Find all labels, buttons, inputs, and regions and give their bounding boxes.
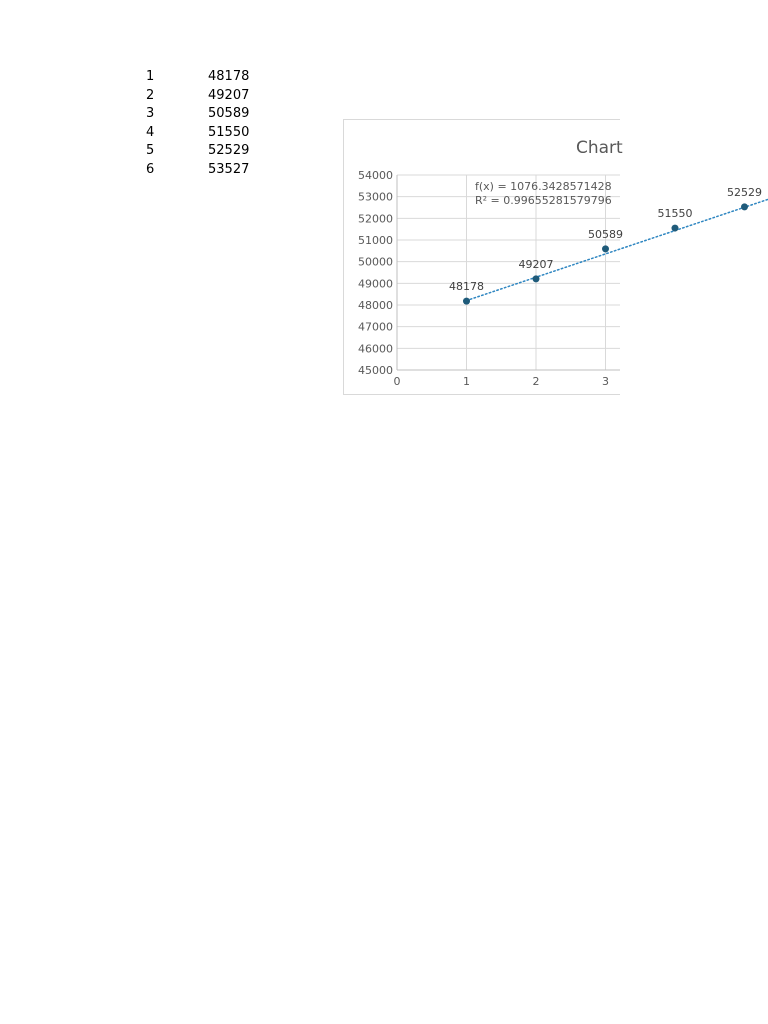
y-tick-label: 49000 <box>358 277 393 291</box>
data-label: 48178 <box>449 280 484 294</box>
chart-svg <box>344 120 762 394</box>
table-row <box>140 142 268 161</box>
y-tick-label: 46000 <box>358 342 393 356</box>
y-tick-label: 47000 <box>358 320 393 334</box>
data-table-body <box>140 68 268 180</box>
data-label: 52529 <box>727 185 762 199</box>
table-row <box>140 124 268 143</box>
table-cell-y: 48178 <box>208 69 250 84</box>
data-label: 51550 <box>657 207 693 221</box>
data-point <box>741 203 748 210</box>
data-point <box>672 225 679 232</box>
y-tick-label: 52000 <box>358 212 393 226</box>
table-cell-x: 1 <box>146 69 155 84</box>
table-cell-x: 4 <box>146 124 155 140</box>
y-tick-label: 53000 <box>358 190 393 204</box>
table-cell-y: 50589 <box>208 106 250 122</box>
y-tick-label: 54000 <box>358 169 393 182</box>
table-row <box>140 68 268 87</box>
table-row <box>140 161 268 180</box>
trendline-equation: f(x) = 1076.3428571428 <box>475 180 612 193</box>
data-point <box>533 275 540 282</box>
data-label: 50589 <box>588 227 623 241</box>
x-tick-label: 3 <box>602 375 609 388</box>
y-tick-label: 50000 <box>358 255 393 269</box>
table-cell-y: 52529 <box>208 143 250 159</box>
table-cell-x: 3 <box>146 106 155 122</box>
y-tick-label: 51000 <box>358 234 393 247</box>
table-cell-y: 51550 <box>208 124 250 140</box>
y-tick-label: 48000 <box>358 299 393 312</box>
x-tick-label: 2 <box>532 375 540 388</box>
data-table <box>140 68 268 180</box>
data-point <box>602 245 609 252</box>
trendline-r-squared: R² = 0.99655281579796 <box>475 194 612 207</box>
y-tick-label: 45000 <box>358 364 393 377</box>
data-label: 49207 <box>518 257 554 271</box>
table-cell-x: 5 <box>146 143 155 159</box>
table-cell-x: 2 <box>146 87 155 103</box>
table-cell-y: 53527 <box>208 161 250 177</box>
table-cell-x: 6 <box>146 161 155 177</box>
x-tick-label: 1 <box>463 375 470 388</box>
x-tick-label: 0 <box>393 375 401 388</box>
chart-frame[interactable] <box>343 119 762 395</box>
table-row <box>140 105 268 124</box>
chart-title: Chart <box>576 138 623 158</box>
table-row <box>140 87 268 106</box>
data-point <box>463 298 470 305</box>
table-cell-y: 49207 <box>208 87 250 103</box>
